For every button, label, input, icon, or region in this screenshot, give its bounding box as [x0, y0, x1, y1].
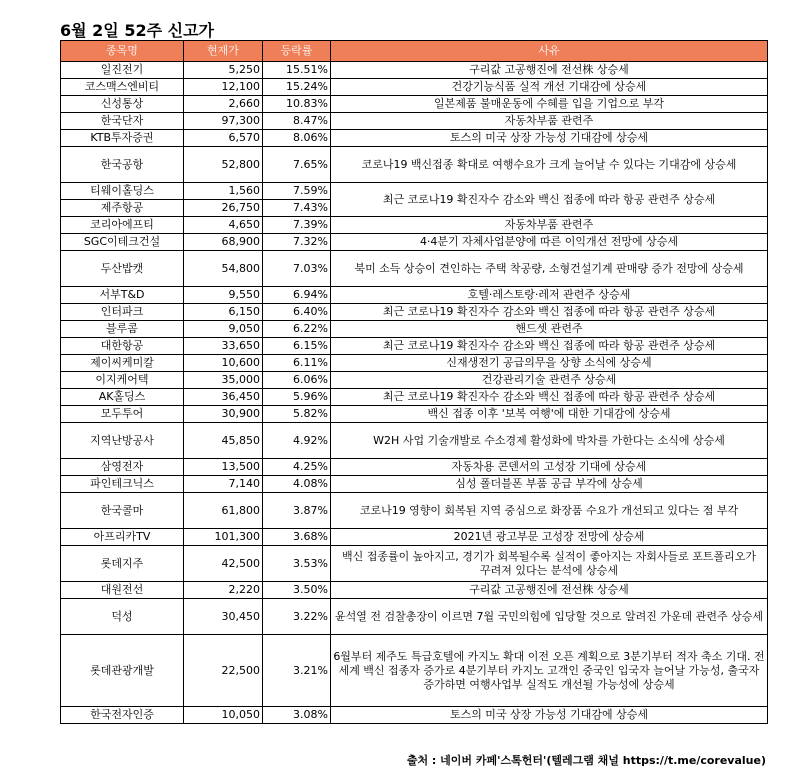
current-price: 2,220	[184, 582, 263, 599]
stock-name: 제이씨케미칼	[61, 355, 184, 372]
reason: 백신 접종 이후 '보복 여행'에 대한 기대감에 상승세	[331, 406, 768, 423]
reason: 최근 코로나19 확진자수 감소와 백신 접종에 따라 항공 관련주 상승세	[331, 183, 768, 217]
header-reason: 사유	[331, 41, 768, 62]
stock-name: 한국단자	[61, 113, 184, 130]
table-row	[61, 707, 768, 724]
change-rate: 3.50%	[263, 582, 331, 599]
change-rate: 6.06%	[263, 372, 331, 389]
change-rate: 8.47%	[263, 113, 331, 130]
current-price: 52,800	[184, 147, 263, 183]
header-name: 종목명	[61, 41, 184, 62]
stock-name: 모두투어	[61, 406, 184, 423]
table-row	[61, 79, 768, 96]
change-rate: 15.24%	[263, 79, 331, 96]
header-price: 현재가	[184, 41, 263, 62]
current-price: 10,050	[184, 707, 263, 724]
table-row	[61, 355, 768, 372]
reason: 최근 코로나19 확진자수 감소와 백신 접종에 따라 항공 관련주 상승세	[331, 389, 768, 406]
change-rate: 5.82%	[263, 406, 331, 423]
reason: 호텔·레스토랑·레저 관련주 상승세	[331, 287, 768, 304]
stock-table	[60, 40, 768, 724]
reason: 최근 코로나19 확진자수 감소와 백신 접종에 따라 항공 관련주 상승세	[331, 338, 768, 355]
stock-name: AK홀딩스	[61, 389, 184, 406]
table-row	[61, 234, 768, 251]
stock-name: 블루콤	[61, 321, 184, 338]
reason: 2021년 광고부문 고성장 전망에 상승세	[331, 529, 768, 546]
reason: 일본제품 불매운동에 수혜를 입을 기업으로 부각	[331, 96, 768, 113]
stock-name: 대원전선	[61, 582, 184, 599]
reason: W2H 사업 기술개발로 수소경제 활성화에 박차를 가한다는 소식에 상승세	[331, 423, 768, 459]
stock-name: 두산밥캣	[61, 251, 184, 287]
table-row	[61, 372, 768, 389]
change-rate: 7.59%	[263, 183, 331, 200]
current-price: 5,250	[184, 62, 263, 79]
table-row	[61, 287, 768, 304]
current-price: 13,500	[184, 459, 263, 476]
table-row	[61, 304, 768, 321]
current-price: 30,900	[184, 406, 263, 423]
reason: 자동차부품 관련주	[331, 217, 768, 234]
change-rate: 6.22%	[263, 321, 331, 338]
change-rate: 6.40%	[263, 304, 331, 321]
current-price: 26,750	[184, 200, 263, 217]
stock-name: 한국콜마	[61, 493, 184, 529]
table-row	[61, 476, 768, 493]
table-row	[61, 406, 768, 423]
table-row	[61, 96, 768, 113]
current-price: 101,300	[184, 529, 263, 546]
current-price: 6,570	[184, 130, 263, 147]
current-price: 6,150	[184, 304, 263, 321]
reason: 구리값 고공행진에 전선株 상승세	[331, 62, 768, 79]
current-price: 2,660	[184, 96, 263, 113]
table-row	[61, 217, 768, 234]
change-rate: 10.83%	[263, 96, 331, 113]
change-rate: 3.87%	[263, 493, 331, 529]
table-row	[61, 599, 768, 635]
reason: 토스의 미국 상장 가능성 기대감에 상승세	[331, 130, 768, 147]
reason: 4·4분기 자체사업분양에 따른 이익개선 전망에 상승세	[331, 234, 768, 251]
stock-name: 파인테크닉스	[61, 476, 184, 493]
current-price: 97,300	[184, 113, 263, 130]
reason: 건강관리기술 관련주 상승세	[331, 372, 768, 389]
stock-name: 롯데관광개발	[61, 635, 184, 707]
change-rate: 6.15%	[263, 338, 331, 355]
current-price: 12,100	[184, 79, 263, 96]
current-price: 9,550	[184, 287, 263, 304]
table-row	[61, 389, 768, 406]
stock-name: 덕성	[61, 599, 184, 635]
change-rate: 4.25%	[263, 459, 331, 476]
change-rate: 7.32%	[263, 234, 331, 251]
table-row	[61, 338, 768, 355]
stock-name: 롯데지주	[61, 546, 184, 582]
change-rate: 6.11%	[263, 355, 331, 372]
change-rate: 3.08%	[263, 707, 331, 724]
stock-name: 이지케어텍	[61, 372, 184, 389]
current-price: 22,500	[184, 635, 263, 707]
table-row	[61, 130, 768, 147]
table-row	[61, 183, 768, 200]
current-price: 36,450	[184, 389, 263, 406]
source-note: 출처 : 네이버 카페'스톡헌터'(텔레그램 채널 https://t.me/corevalue)	[406, 754, 766, 767]
current-price: 68,900	[184, 234, 263, 251]
table-row	[61, 113, 768, 130]
table-row	[61, 423, 768, 459]
reason: 코로나19 백신접종 확대로 여행수요가 크게 늘어날 수 있다는 기대감에 상승세	[331, 147, 768, 183]
reason: 토스의 미국 상장 가능성 기대감에 상승세	[331, 707, 768, 724]
stock-name: 서부T&D	[61, 287, 184, 304]
change-rate: 3.53%	[263, 546, 331, 582]
reason: 자동차부품 관련주	[331, 113, 768, 130]
table-row	[61, 582, 768, 599]
table-row	[61, 635, 768, 707]
header-rate: 등락률	[263, 41, 331, 62]
change-rate: 6.94%	[263, 287, 331, 304]
page-title: 6월 2일 52주 신고가	[60, 21, 214, 40]
stock-name: 한국공항	[61, 147, 184, 183]
change-rate: 7.03%	[263, 251, 331, 287]
change-rate: 3.21%	[263, 635, 331, 707]
table-row	[61, 251, 768, 287]
change-rate: 3.22%	[263, 599, 331, 635]
reason: 코로나19 영향이 회복된 지역 중심으로 화장품 수요가 개선되고 있다는 점 부각	[331, 493, 768, 529]
table-row	[61, 529, 768, 546]
table-body	[61, 62, 768, 724]
reason: 북미 소득 상승이 견인하는 주택 착공량, 소형건설기계 판매량 증가 전망에 상승세	[331, 251, 768, 287]
current-price: 35,000	[184, 372, 263, 389]
reason: 백신 접종률이 높아지고, 경기가 회복될수록 실적이 좋아지는 자회사들로 포트폴리오가 꾸려져 있다는 분석에 상승세	[331, 546, 768, 582]
reason: 최근 코로나19 확진자수 감소와 백신 접종에 따라 항공 관련주 상승세	[331, 304, 768, 321]
change-rate: 8.06%	[263, 130, 331, 147]
stock-name: 대한항공	[61, 338, 184, 355]
stock-name: SGC이테크건설	[61, 234, 184, 251]
table-row	[61, 493, 768, 529]
current-price: 30,450	[184, 599, 263, 635]
reason: 핸드셋 관련주	[331, 321, 768, 338]
table-row	[61, 546, 768, 582]
stock-name: 인터파크	[61, 304, 184, 321]
change-rate: 4.08%	[263, 476, 331, 493]
stock-name: 일진전기	[61, 62, 184, 79]
change-rate: 7.65%	[263, 147, 331, 183]
current-price: 4,650	[184, 217, 263, 234]
current-price: 61,800	[184, 493, 263, 529]
stock-name: 삼영전자	[61, 459, 184, 476]
current-price: 33,650	[184, 338, 263, 355]
current-price: 1,560	[184, 183, 263, 200]
change-rate: 5.96%	[263, 389, 331, 406]
reason: 심성 폴더블폰 부품 공급 부각에 상승세	[331, 476, 768, 493]
stock-name: 신성통상	[61, 96, 184, 113]
table-row	[61, 321, 768, 338]
table-row	[61, 147, 768, 183]
current-price: 54,800	[184, 251, 263, 287]
reason: 6월부터 제주도 특급호텔에 카지노 확대 이전 오픈 계획으로 3분기부터 적자 축소 기대. 전 세계 백신 접종자 증가로 4분기부터 카지노 고객인 중국인 입국자 늘어날 가능성, 출국자 증가하면 여행사업부 실적도 개선될 가능성에 상승세	[331, 635, 768, 707]
change-rate: 15.51%	[263, 62, 331, 79]
current-price: 45,850	[184, 423, 263, 459]
change-rate: 7.43%	[263, 200, 331, 217]
current-price: 10,600	[184, 355, 263, 372]
table-header-row	[61, 41, 768, 62]
current-price: 9,050	[184, 321, 263, 338]
reason: 신재생전기 공급의무을 상향 소식에 상승세	[331, 355, 768, 372]
reason: 윤석열 전 검찰총장이 이르면 7월 국민의힘에 입당할 것으로 알려진 가운데 관련주 상승세	[331, 599, 768, 635]
stock-name: 코스맥스엔비티	[61, 79, 184, 96]
stock-name: KTB투자증권	[61, 130, 184, 147]
reason: 자동차용 콘덴서의 고성장 기대에 상승세	[331, 459, 768, 476]
stock-name: 아프리카TV	[61, 529, 184, 546]
current-price: 7,140	[184, 476, 263, 493]
current-price: 42,500	[184, 546, 263, 582]
reason: 건강기능식품 실적 개선 기대감에 상승세	[331, 79, 768, 96]
change-rate: 4.92%	[263, 423, 331, 459]
stock-name: 지역난방공사	[61, 423, 184, 459]
stock-name: 한국전자인증	[61, 707, 184, 724]
stock-name: 제주항공	[61, 200, 184, 217]
reason: 구리값 고공행진에 전선株 상승세	[331, 582, 768, 599]
stock-name: 티웨이홀딩스	[61, 183, 184, 200]
change-rate: 7.39%	[263, 217, 331, 234]
table-row	[61, 62, 768, 79]
change-rate: 3.68%	[263, 529, 331, 546]
stock-name: 코리아에프티	[61, 217, 184, 234]
table-row	[61, 459, 768, 476]
